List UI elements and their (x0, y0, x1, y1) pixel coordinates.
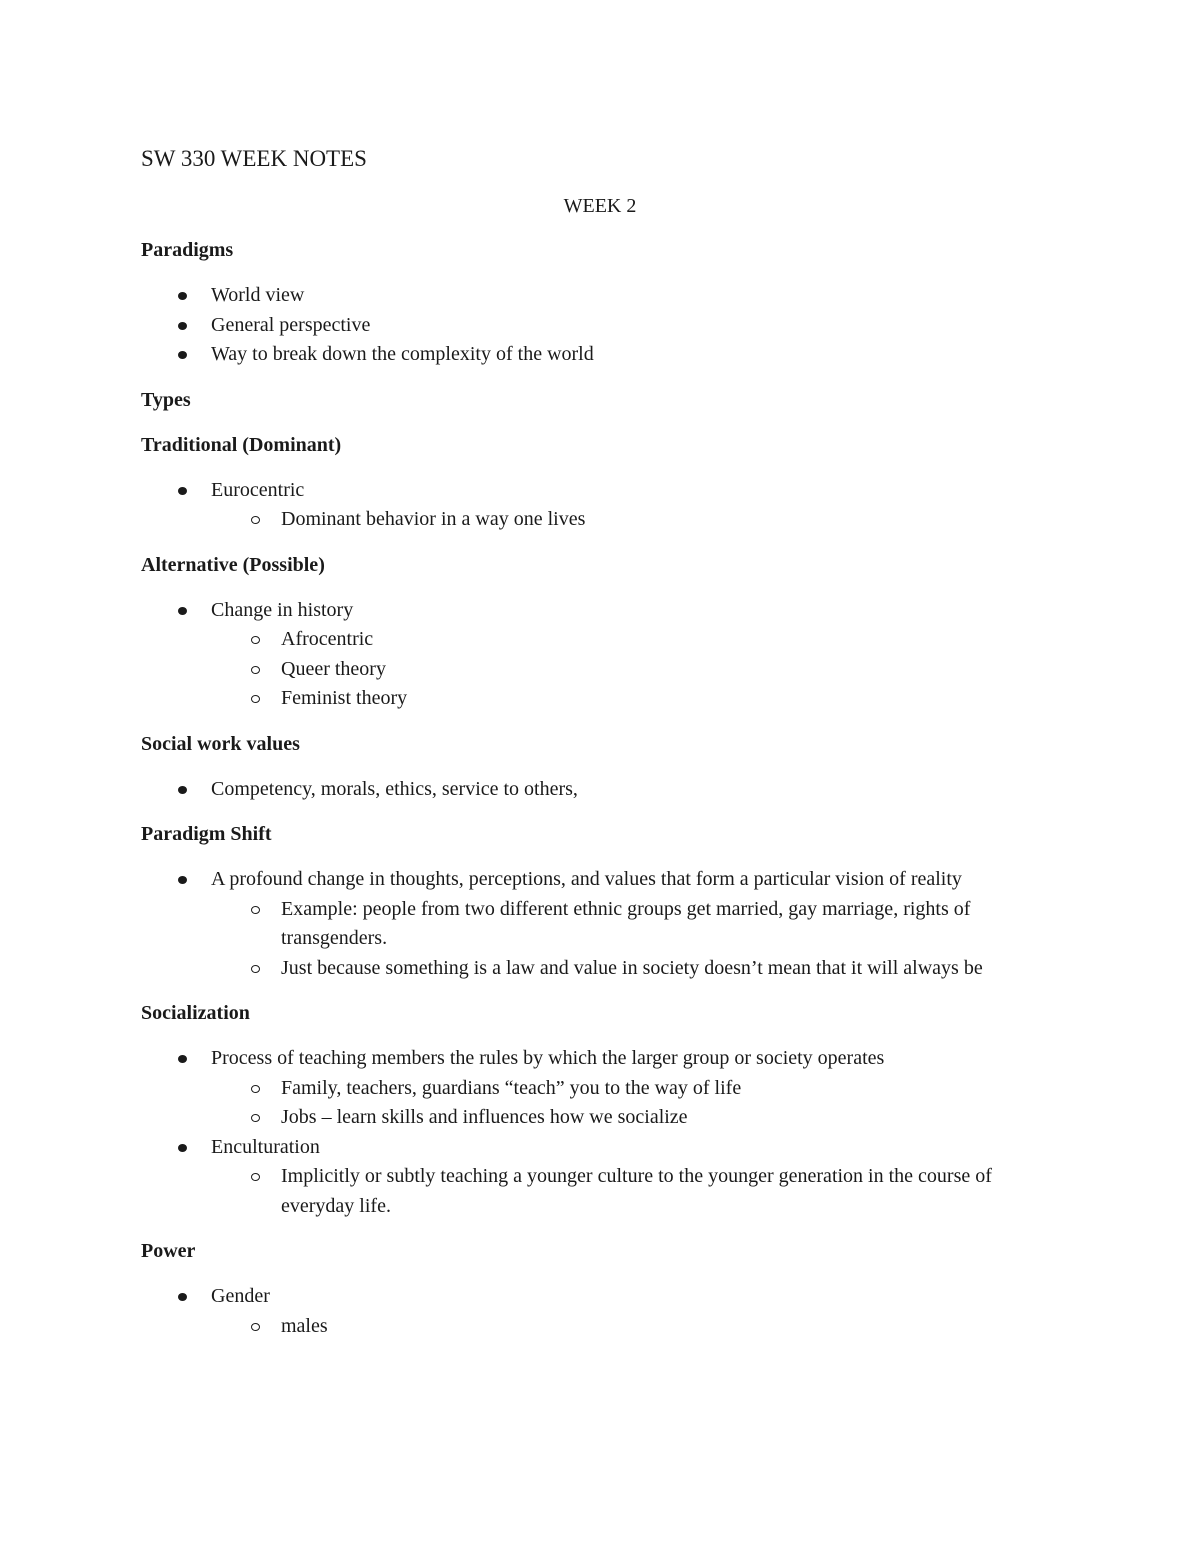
bullet-icon (178, 487, 187, 495)
sub-list-item: Example: people from two different ethnic groups get married, gay marriage, rights of transgenders. (211, 895, 1041, 954)
bullet-icon (178, 876, 187, 884)
sub-list (211, 1074, 1041, 1133)
hollow-bullet-icon (251, 965, 260, 973)
list-item: World view (141, 281, 1041, 311)
heading-traditional: Traditional (Dominant) (141, 433, 342, 456)
list-item: Eurocentric Dominant behavior in a way one lives (141, 476, 1041, 535)
heading-types: Types (141, 388, 191, 411)
sub-list-item: Afrocentric (211, 625, 1041, 655)
bullet-icon (178, 607, 187, 615)
bullet-icon (178, 1055, 187, 1063)
paradigm-shift-list (141, 865, 1041, 983)
list-item: General perspective (141, 311, 1041, 341)
sub-list-item: males (211, 1312, 1041, 1342)
bullet-icon (178, 292, 187, 300)
hollow-bullet-icon (251, 666, 260, 674)
sub-list (211, 1162, 1041, 1221)
heading-social-work-values: Social work values (141, 732, 300, 755)
power-list (141, 1282, 1041, 1341)
hollow-bullet-icon (251, 1114, 260, 1122)
hollow-bullet-icon (251, 1173, 260, 1181)
sub-list (211, 505, 1041, 535)
sub-list (211, 1312, 1041, 1342)
bullet-icon (178, 351, 187, 359)
hollow-bullet-icon (251, 1323, 260, 1331)
paradigms-list (141, 281, 1041, 370)
traditional-list (141, 476, 1041, 535)
bullet-icon (178, 322, 187, 330)
list-item: A profound change in thoughts, perceptions, and values that form a particular vision of reality Example: people from two different ethnic groups get married, gay marriage, rights of transgenders. Just because something is a law and value in society doesn’t mean that it will always be (141, 865, 1041, 983)
alternative-list (141, 596, 1041, 714)
sub-list-item: Dominant behavior in a way one lives (211, 505, 1041, 535)
list-item: Way to break down the complexity of the world (141, 340, 1041, 370)
list-item: Competency, morals, ethics, service to others, (141, 775, 1041, 805)
list-item: Enculturation Implicitly or subtly teaching a younger culture to the younger generation in the course of everyday life. (141, 1133, 1041, 1222)
bullet-icon (178, 786, 187, 794)
bullet-icon (178, 1144, 187, 1152)
hollow-bullet-icon (251, 636, 260, 644)
sub-list-item: Family, teachers, guardians “teach” you to the way of life (211, 1074, 1041, 1104)
list-item: Gender males (141, 1282, 1041, 1341)
heading-paradigms: Paradigms (141, 239, 234, 261)
hollow-bullet-icon (251, 906, 260, 914)
heading-paradigm-shift: Paradigm Shift (141, 823, 272, 845)
sub-list (211, 625, 1041, 714)
hollow-bullet-icon (251, 1085, 260, 1093)
social-work-values-list (141, 775, 1041, 805)
sub-list-item: Just because something is a law and value in society doesn’t mean that it will always be (211, 954, 1041, 984)
hollow-bullet-icon (251, 516, 260, 524)
heading-power: Power (141, 1240, 196, 1262)
heading-alternative: Alternative (Possible) (141, 553, 325, 576)
sub-list-item: Feminist theory (211, 684, 1041, 714)
sub-list (211, 895, 1041, 984)
sub-list-item: Implicitly or subtly teaching a younger culture to the younger generation in the course of everyday life. (211, 1162, 1041, 1221)
list-item: Change in history Afrocentric Queer theory Feminist theory (141, 596, 1041, 714)
notes-body (141, 236, 1041, 1357)
socialization-list (141, 1044, 1041, 1221)
sub-list-item: Queer theory (211, 655, 1041, 685)
sub-list-item: Jobs – learn skills and influences how we socialize (211, 1103, 1041, 1133)
document-title: SW 330 WEEK NOTES (141, 146, 367, 171)
heading-socialization: Socialization (141, 1002, 250, 1024)
bullet-icon (178, 1293, 187, 1301)
week-label: WEEK 2 (563, 195, 637, 217)
hollow-bullet-icon (251, 695, 260, 703)
list-item: Process of teaching members the rules by which the larger group or society operates Family, teachers, guardians “teach” you to the way of life Jobs – learn skills and influences how we socialize (141, 1044, 1041, 1133)
